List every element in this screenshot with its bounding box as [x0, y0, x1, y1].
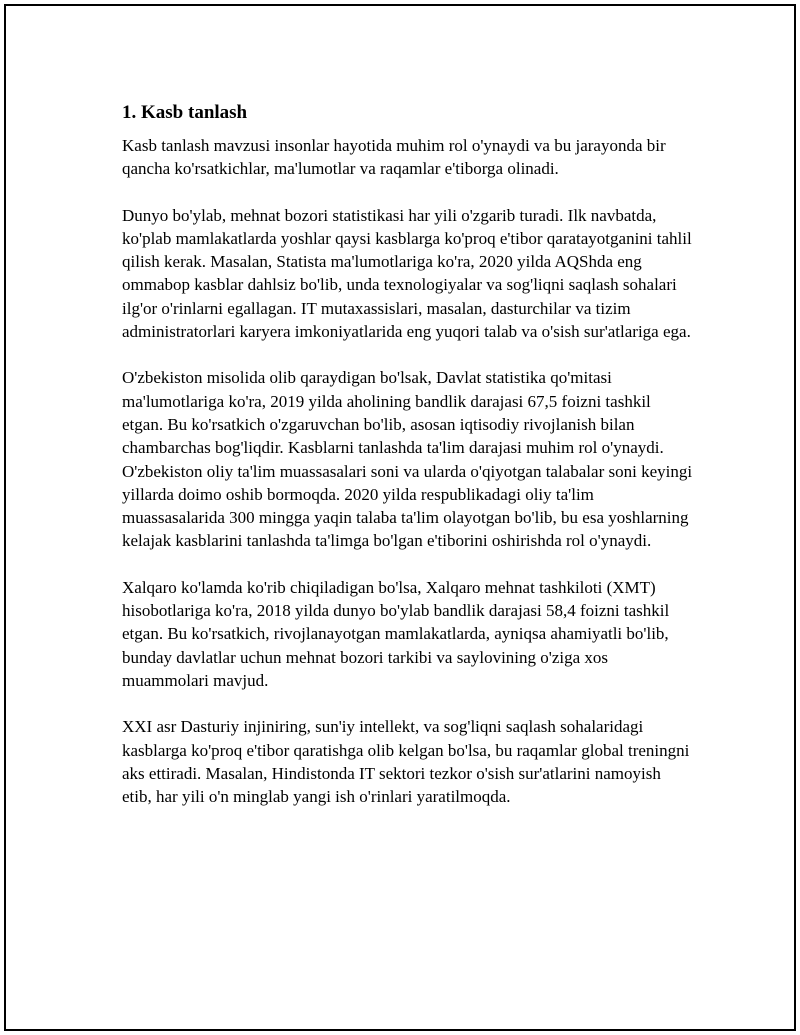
paragraph-uzbekistan: O'zbekiston misolida olib qaraydigan bo'lsak, Davlat statistika qo'mitasi ma'lumotlariga ko'ra, 2019 yilda aholining bandlik darajasi 67,5 foizni tashkil etgan. Bu ko'rsatkich o'zgaruvchan bo'lib, asosan iqtisodiy rivojlanish bilan chambarchas bog'liqdir. Kasblarni tanlashda ta'lim darajasi muhim rol o'ynaydi. O'zbekiston oliy ta'lim muassasalari soni va ularda o'qiyotgan talabalar soni keyingi yillarda doimo oshib bormoqda. 2020 yilda respublikadagi oliy ta'lim muassasalarida 300 mingga yaqin talaba ta'lim olayotgan bo'lib, bu esa yoshlarning kelajak kasblarini tanlashda ta'limga bo'lgan e'tiborini oshirishda rol o'ynaydi.: [122, 368, 693, 551]
paragraph-21st-century: XXI asr Dasturiy injiniring, sun'iy intellekt, va sog'liqni saqlash sohalaridagi kasblarga ko'proq e'tibor qaratishga olib kelgan bo'lsa, bu raqamlar global treningni aks ettiradi. Masalan, Hindistonda IT sektori tezkor o'sish sur'atlarini namoyish etib, har yili o'n minglab yangi ish o'rinlari yaratilmoqda.: [122, 717, 690, 807]
document-body: [122, 100, 694, 831]
paragraph-intro: Kasb tanlash mavzusi insonlar hayotida muhim rol o'ynaydi va bu jarayonda bir qancha ko'rsatkichlar, ma'lumotlar va raqamlar e'tiborga olinadi.: [122, 136, 666, 179]
section-heading: 1. Kasb tanlash: [122, 102, 248, 123]
paragraph-world-labor-market: Dunyo bo'ylab, mehnat bozori statistikasi har yili o'zgarib turadi. Ilk navbatda, ko'plab mamlakatlarda yoshlar qaysi kasblarga ko'proq e'tibor qaratayotganini tahlil qilish kerak. Masalan, Statista ma'lumotlariga ko'ra, 2020 yilda AQShda eng ommabop kasblar dahlsiz bo'lib, unda texnologiyalar va sog'liqni saqlash sohalari ilg'or o'rinlarni egallagan. IT mutaxassislari, masalan, dasturchilar va tizim administratorlari karyera imkoniyatlarida eng yuqori talab va o'sish sur'atlariga ega.: [122, 205, 692, 342]
paragraph-international: Xalqaro ko'lamda ko'rib chiqiladigan bo'lsa, Xalqaro mehnat tashkiloti (XMT) hisobotlariga ko'ra, 2018 yilda dunyo bo'ylab bandlik darajasi 58,4 foizni tashkil etgan. Bu ko'rsatkich, rivojlanayotgan mamlakatlarda, ayniqsa ahamiyatli bo'lib, bunday davlatlar uchun mehnat bozori tarkibi va saylovining o'ziga xos muammolari mavjud.: [122, 577, 670, 690]
page-border: [4, 4, 796, 1031]
